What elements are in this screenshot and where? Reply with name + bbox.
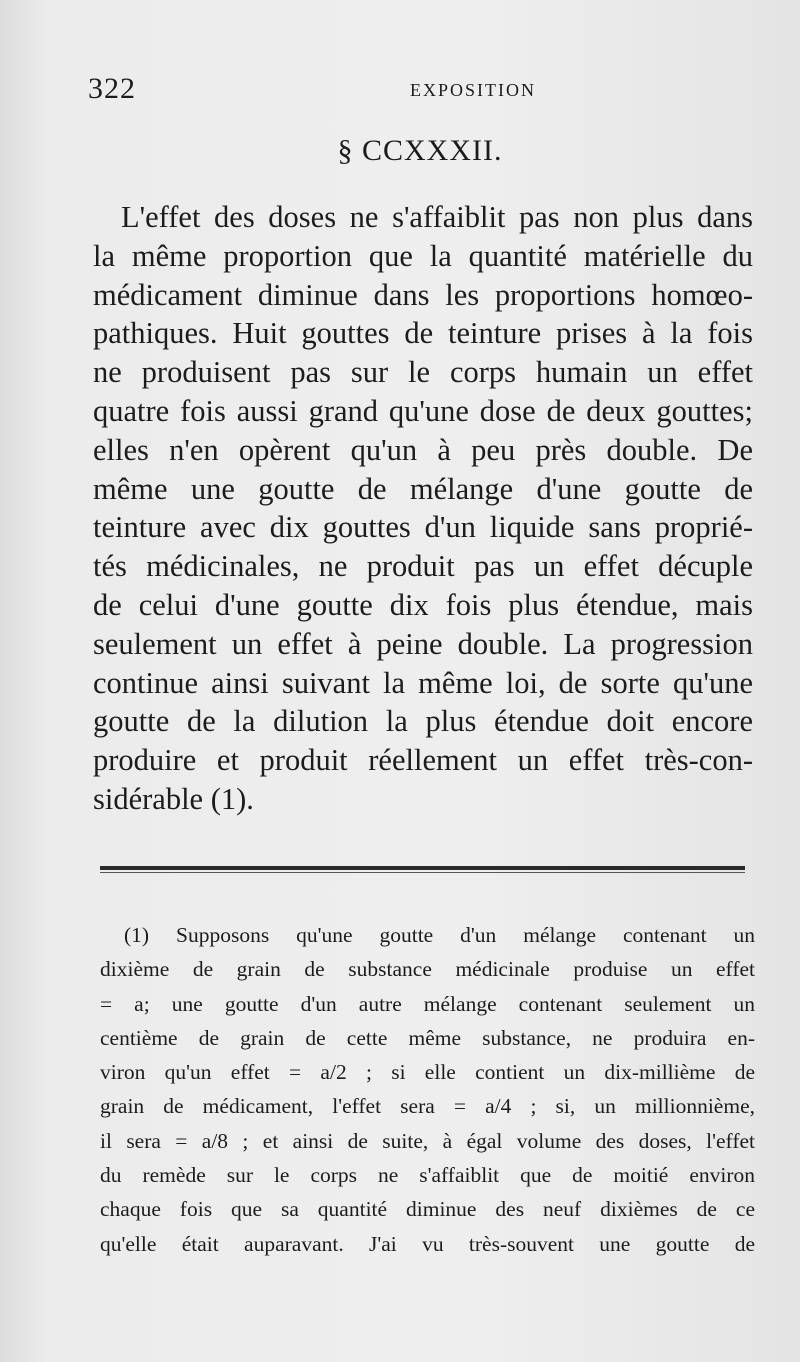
paragraph-line: elles n'en opèrent qu'un à peu près double. De [93,432,753,467]
footnote-line: il sera = a/8 ; et ainsi de suite, à égal volume des doses, l'effet [100,1128,755,1153]
paragraph-line: tés médicinales, ne produit pas un effet décuple [93,549,753,584]
footnote [100,918,755,1261]
footnote-line: viron qu'un effet = a/2 ; si elle contient un dix-millième de [100,1060,755,1085]
section-heading: § CCXXXII. [337,134,503,167]
paragraph-line: L'effet des doses ne s'affaiblit pas non plus dans [121,200,753,234]
footnote-line: = a; une goutte d'un autre mélange contenant seulement un [100,991,755,1016]
paragraph-line: ne produisent pas sur le corps humain un effet [93,355,753,390]
page-header [88,72,748,112]
main-paragraph [93,198,753,819]
footnote-line: chaque fois que sa quantité diminue des neuf dixièmes de ce [100,1197,755,1222]
footnote-separator-rule [100,866,745,874]
paragraph-line: quatre fois aussi grand qu'une dose de deux gouttes; [93,393,753,428]
paragraph-line: la même proportion que la quantité matérielle du [93,238,753,273]
paragraph-line: teinture avec dix gouttes d'un liquide sans proprié- [93,510,753,545]
footnote-line: (1) Supposons qu'une goutte d'un mélange contenant un [124,923,755,947]
paragraph-line: sidérable (1). [93,781,254,816]
paragraph-line: goutte de la dilution la plus étendue doit encore [93,704,753,739]
footnote-line: dixième de grain de substance médicinale produise un effet [100,957,755,982]
running-head: EXPOSITION [410,80,536,100]
paragraph-line: continue ainsi suivant la même loi, de sorte qu'une [93,665,753,700]
paragraph-line: seulement un effet à peine double. La progression [93,626,753,661]
footnote-line: du remède sur le corps ne s'affaiblit que de moitié environ [100,1163,755,1188]
rule-thin-line [100,872,745,873]
footnote-line: grain de médicament, l'effet sera = a/4 ; si, un millionnième, [100,1094,755,1119]
paragraph-line: pathiques. Huit gouttes de teinture prises à la fois [93,316,753,351]
paragraph-line: produire et produit réellement un effet très-con- [93,743,753,778]
paragraph-line: médicament diminue dans les proportions homœo- [93,277,753,312]
paragraph-line: de celui d'une goutte dix fois plus étendue, mais [93,587,753,622]
rule-thick-line [100,866,745,870]
footnote-line: centième de grain de cette même substance, ne produira en- [100,1025,755,1050]
page-number: 322 [88,72,136,105]
footnote-line: qu'elle était auparavant. J'ai vu très-souvent une goutte de [100,1231,755,1256]
paragraph-line: même une goutte de mélange d'une goutte de [93,471,753,506]
